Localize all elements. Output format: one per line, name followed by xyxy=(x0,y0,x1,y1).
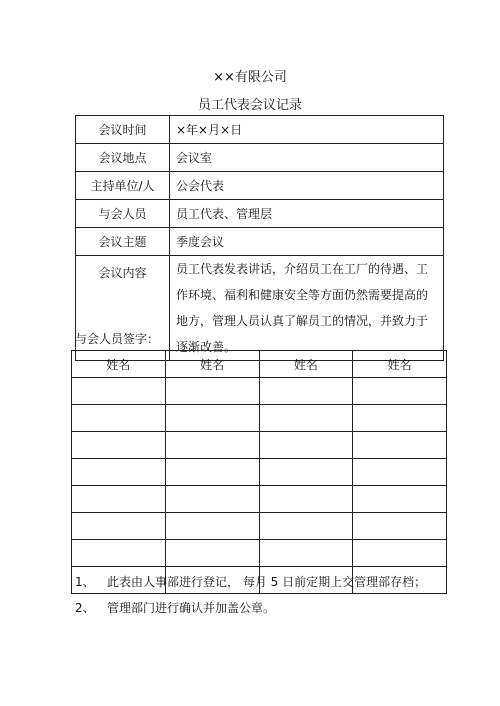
signature-cell xyxy=(353,378,447,405)
info-row-host xyxy=(76,172,444,200)
info-value: 季度会议 xyxy=(170,228,444,256)
note-number: 2、 xyxy=(75,601,95,615)
signature-cell xyxy=(353,405,447,432)
signature-header: 姓名 xyxy=(72,351,166,378)
note-text: 管理部门进行确认并加盖公章。 xyxy=(107,601,276,615)
signature-header: 姓名 xyxy=(259,351,353,378)
signature-cell xyxy=(259,432,353,459)
signature-cell xyxy=(72,513,166,540)
signature-cell xyxy=(72,540,166,567)
info-value: 会议室 xyxy=(170,144,444,172)
info-row-attendees xyxy=(76,200,444,228)
signature-cell xyxy=(72,459,166,486)
signature-cell xyxy=(165,540,259,567)
info-row-location xyxy=(76,144,444,172)
note-number: 1、 xyxy=(75,575,95,589)
info-value: 公会代表 xyxy=(170,172,444,200)
signature-cell xyxy=(72,405,166,432)
info-value: 员工代表发表讲话，介绍员工在工厂的待遇、工作环境、福利和健康安全等方面仍然需要提高的地方，管理人员认真了解员工的情况，并致力于逐渐改善。 xyxy=(170,256,444,361)
signature-cell xyxy=(72,378,166,405)
info-row-topic xyxy=(76,228,444,256)
signature-cell xyxy=(165,432,259,459)
signature-row xyxy=(72,432,447,459)
signature-header: 姓名 xyxy=(353,351,447,378)
signature-cell xyxy=(259,513,353,540)
company-name: ××有限公司 xyxy=(213,70,287,85)
note-item xyxy=(75,573,426,590)
signature-cell xyxy=(165,405,259,432)
signature-cell xyxy=(165,513,259,540)
info-value: 员工代表、管理层 xyxy=(170,200,444,228)
signature-row xyxy=(72,513,447,540)
signature-cell xyxy=(165,486,259,513)
signature-cell xyxy=(165,459,259,486)
info-label: 会议内容 xyxy=(76,256,170,361)
meeting-info-table xyxy=(75,115,444,361)
signature-cell xyxy=(259,405,353,432)
info-label: 主持单位/人 xyxy=(76,172,170,200)
signature-cell xyxy=(353,432,447,459)
info-label: 会议地点 xyxy=(76,144,170,172)
signature-row xyxy=(72,459,447,486)
document-title: 员工代表会议记录 xyxy=(197,98,302,113)
info-row-time xyxy=(76,116,444,144)
signature-table xyxy=(71,350,447,594)
signature-cell xyxy=(353,513,447,540)
signature-row xyxy=(72,405,447,432)
note-item xyxy=(75,599,275,616)
signature-cell xyxy=(72,432,166,459)
info-label: 会议主题 xyxy=(76,228,170,256)
info-label: 会议时间 xyxy=(76,116,170,144)
signature-cell xyxy=(259,486,353,513)
signature-cell xyxy=(259,540,353,567)
signature-header: 姓名 xyxy=(165,351,259,378)
info-value: ×年×月×日 xyxy=(170,116,444,144)
signature-cell xyxy=(353,486,447,513)
signature-row xyxy=(72,378,447,405)
signature-cell xyxy=(72,486,166,513)
signature-cell xyxy=(353,459,447,486)
signature-cell xyxy=(259,378,353,405)
signature-header-row xyxy=(72,351,447,378)
signature-cell xyxy=(259,459,353,486)
signature-cell xyxy=(165,378,259,405)
signature-row xyxy=(72,540,447,567)
signature-row xyxy=(72,486,447,513)
info-label: 与会人员 xyxy=(76,200,170,228)
signature-cell xyxy=(353,540,447,567)
signature-label: 与会人员签字： xyxy=(75,332,160,346)
note-text: 此表由人事部进行登记， 每月 5 日前定期上交管理部存档； xyxy=(107,575,427,589)
